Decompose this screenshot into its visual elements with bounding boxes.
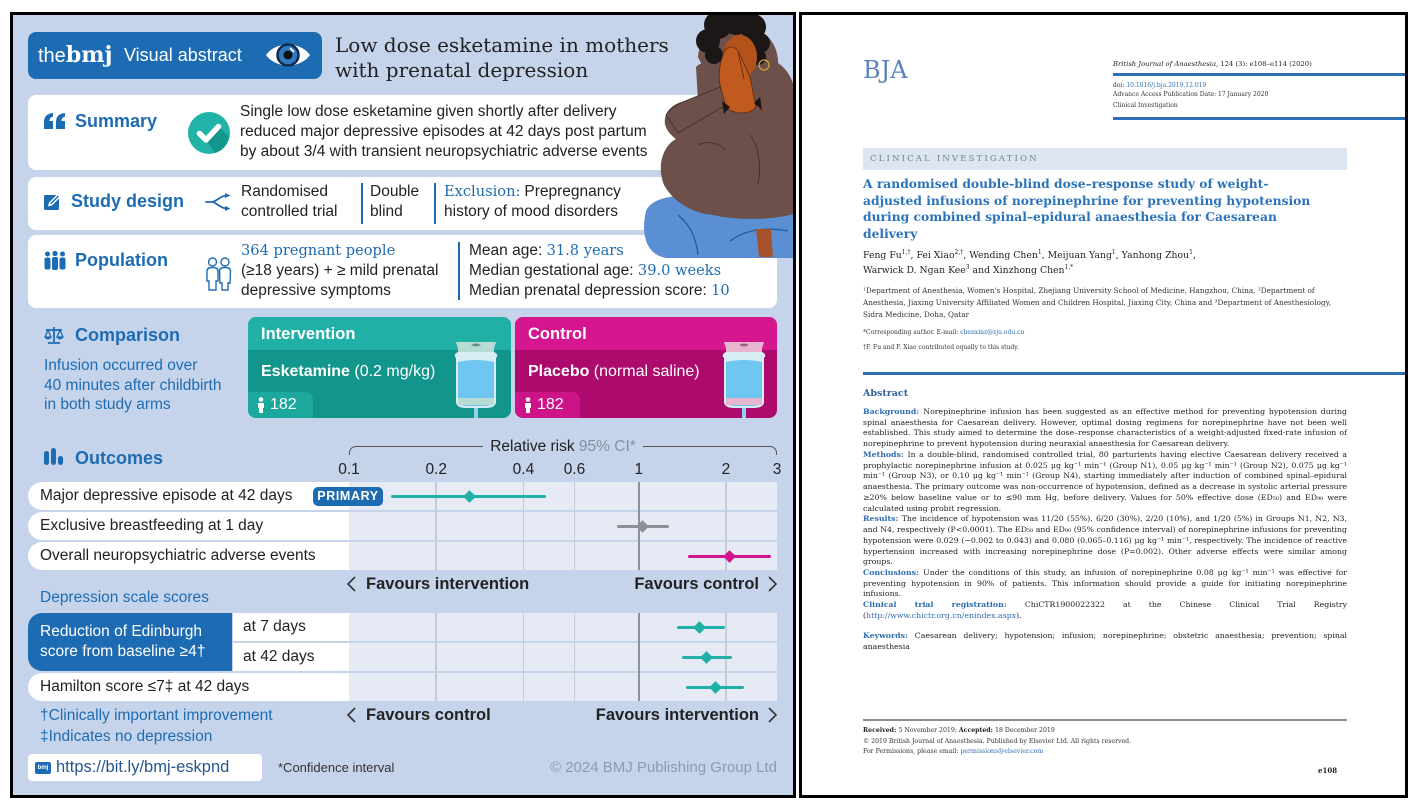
paper-title: [863, 176, 1310, 242]
visual-abstract-title: [335, 33, 669, 83]
comparison-heading: Comparison: [75, 325, 181, 345]
abstract-section-text: The incidence of hypotension was 11/20 (55%), 6/20 (30%), 2/20 (10%), and 1/20 (5%) in Groups N1, N2, N3, and N4, respectively (P<0.0001). The ED₅₀ and ED₉₀ (95% confidence interval) of norepinephrine infusions for preventing hypotension were 0.029 (−0.002 to 0.043) and 0.080 (0.065–0.116) μg kg⁻¹ min⁻¹, respectively. The incidence of reactive hypertension increased with increasing norepinephrine dose (P=0.002). Other adverse effects were similar among groups.: [863, 514, 1347, 567]
outcomes-forest-plot: [349, 482, 777, 570]
chevron-right-icon: [768, 576, 777, 592]
comparison-note: [44, 356, 221, 415]
received-accepted: [863, 726, 1055, 736]
footer-rule: [863, 719, 1347, 721]
chevron-left-icon: [347, 707, 356, 723]
page-number: e108: [1318, 766, 1338, 775]
point-estimate-marker: [709, 681, 722, 694]
x-tick-label: 0.2: [425, 461, 447, 478]
author-name: Feng Fu: [863, 250, 902, 261]
abstract-section-label: Clinical trial registration:: [863, 600, 1025, 610]
stat-label: Mean age:: [469, 242, 547, 259]
edinburgh-group-label: [28, 613, 232, 671]
grid-line: [523, 613, 525, 701]
corresponding-author: [863, 328, 1024, 338]
brand-the: the: [38, 45, 66, 67]
permissions: [863, 747, 1043, 757]
permissions-label: For Permissions, please email:: [863, 748, 961, 755]
author-name: Yanhong Zhou: [1121, 250, 1190, 261]
exclusion-line: [444, 182, 621, 202]
footnote: ‡Indicates no depression: [40, 728, 213, 745]
author-separator: ,: [910, 250, 917, 261]
advance-access-date: Advance Access Publication Date: 17 January 2020: [1113, 91, 1269, 98]
exclusion-label: Exclusion:: [444, 183, 521, 200]
favours-left-label: Favours intervention: [366, 574, 530, 593]
paper-page-panel: [799, 12, 1408, 798]
section-band: [863, 148, 1347, 170]
abstract-section-methods: [863, 450, 1347, 514]
section-band-label: CLINICAL INVESTIGATION: [870, 154, 1039, 164]
journal-name: British Journal of Anaesthesia: [1113, 60, 1217, 68]
point-estimate-marker: [463, 490, 476, 503]
design-blinding-line: blind: [370, 203, 403, 220]
author-list: [863, 248, 1196, 278]
author-line: [863, 248, 1196, 263]
author-name: Xinzhong Chen: [993, 265, 1065, 276]
journal-logo: BJA: [863, 56, 908, 84]
stat-depression-score: [469, 281, 730, 301]
people-group-icon: [44, 251, 66, 275]
comparison-note-line: Infusion occurred over: [44, 357, 198, 374]
outcome-label: Major depressive episode at 42 days: [40, 487, 293, 504]
summary-heading: Summary: [75, 111, 158, 131]
x-tick-label: 0.6: [563, 461, 586, 478]
point-estimate-marker: [693, 621, 706, 634]
author-affiliation-marker: 2,†: [954, 249, 964, 256]
keywords-text: Caesarean delivery; hypotension; infusion; norepinephrine; obstetric anaesthesia; prevention; spinal anaesthesia: [863, 631, 1347, 651]
population-count: 364 pregnant people: [241, 242, 396, 259]
drug-dose: (normal saline): [589, 363, 700, 380]
drug-dose: (0.2 mg/kg): [349, 363, 436, 380]
reference-line: [638, 613, 640, 701]
journal-citation: [1113, 59, 1312, 69]
bmj-visual-abstract-badge: [28, 32, 322, 79]
abstract-section-text: In a double-blind, randomised controlled trial, 80 parturients having elective Caesarean delivery received a prophylactic norepinephrine infusion at 0.025 μg kg⁻¹ min⁻¹ (Group N1), 0.05 μg kg⁻¹ min⁻¹ (Group N2), 0.075 μg kg⁻¹ min⁻¹ (Group N3), or 0.10 μg kg⁻¹ min⁻¹ (Group N4), starting immediately after induction of combined spinal–epidural anaesthesia. The primary outcome was non-occurrence of hypotension, defined as a decrease in systolic arterial pressure ≥20% below baseline value or to ≤90 mm Hg, before delivery. Values for 50% effective dose (ED₅₀) and ED₉₀ were calculated using probit regression.: [863, 449, 1347, 513]
favours-axis-depression: [347, 704, 777, 726]
population-line: (≥18 years) + ≥ mild prenatal: [241, 262, 439, 279]
randomisation-branch-icon: [205, 193, 233, 216]
favours-right-label: Favours control: [634, 574, 759, 593]
summary-line: reduced major depressive episodes at 42 days post partum: [240, 123, 647, 140]
received-date: 5 November 2019: [898, 727, 955, 734]
author-affiliation-marker: 3: [965, 264, 970, 271]
brand-bmj: bmj: [65, 42, 113, 68]
paper-title-line: delivery: [863, 225, 918, 241]
abstract-section-text-end: ).: [1016, 610, 1022, 620]
x-tick-label: 0.1: [338, 461, 360, 478]
article-link[interactable]: [28, 754, 262, 781]
favours-left-label: Favours control: [366, 705, 491, 724]
divider: [434, 183, 436, 224]
article-url[interactable]: https://bit.ly/bmj-eskpnd: [56, 758, 230, 776]
design-type: [241, 182, 338, 222]
design-type-line: controlled trial: [241, 203, 338, 220]
person-icon: [257, 397, 265, 413]
date-separator: ;: [954, 727, 959, 734]
corresponding-email[interactable]: chenxinz@zju.edu.cn: [960, 329, 1025, 336]
stat-value: 39.0 weeks: [637, 262, 722, 279]
header-rule: [1113, 117, 1405, 120]
corresponding-label: *Corresponding author. E-mail:: [863, 329, 961, 336]
divider: [458, 242, 460, 300]
check-circle-icon: [187, 111, 231, 160]
comparison-note-line: 40 minutes after childbirth: [44, 376, 222, 394]
title-line: Low dose esketamine in mothers: [335, 33, 669, 57]
intervention-drug: [261, 361, 435, 383]
control-arm-card: [515, 317, 777, 418]
intervention-title: Intervention: [261, 325, 356, 343]
x-axis-tick-labels: [338, 459, 782, 481]
outcome-row-label: [28, 512, 349, 540]
author-separator: ,: [1192, 250, 1196, 261]
design-blinding: [370, 182, 419, 222]
author-separator: ,: [963, 250, 970, 261]
received-label: Received:: [863, 727, 899, 734]
author-separator: ,: [1041, 250, 1048, 261]
header-rule: [1113, 73, 1405, 76]
abstract-section-clinical-trial-registration: [863, 600, 1347, 621]
abstract-section-background: [863, 407, 1347, 450]
outcome-label: Hamilton score ≤7‡ at 42 days: [40, 678, 250, 695]
control-drug: [528, 361, 700, 383]
author-name: Wending Chen: [969, 250, 1038, 261]
accepted-label: Accepted:: [958, 727, 996, 734]
axis-label: Relative risk: [490, 438, 575, 455]
depression-scale-heading: Depression scale scores: [40, 589, 209, 606]
abstract-body: [863, 407, 1347, 653]
depression-scale-forest-plot: [349, 613, 777, 701]
abstract-section-conclusions: [863, 568, 1347, 600]
outcome-row-label: [28, 542, 349, 570]
author-affiliation-marker: 1: [1189, 249, 1193, 256]
title-line: with prenatal depression: [335, 58, 589, 82]
chevron-right-icon: [768, 707, 777, 723]
paper-title-line: A randomised double-blind dose–response study of weight-: [863, 176, 1269, 191]
abstract-section-label: Methods:: [863, 449, 908, 459]
timepoint-label: at 7 days: [233, 613, 349, 641]
chevron-left-icon: [347, 576, 356, 592]
grid-line: [435, 613, 437, 701]
design-blinding-line: Double: [370, 183, 420, 200]
author-separator: and: [969, 265, 993, 276]
intervention-arm-card: [248, 317, 511, 418]
footnote: †Clinically important improvement: [40, 707, 273, 724]
visual-abstract-label: Visual abstract: [124, 45, 242, 65]
keywords-label: Keywords:: [863, 631, 915, 641]
author-line: [863, 263, 1196, 278]
point-estimate-marker: [700, 651, 713, 664]
group-label-line: Reduction of Edinburgh: [40, 623, 203, 640]
paper-copyright: © 2019 British Journal of Anaesthesia. Published by Elsevier Ltd. All rights reserved.: [863, 738, 1132, 745]
participant-count: 182: [537, 396, 564, 413]
axis-title: [349, 436, 777, 458]
stat-gestational-age: [469, 261, 730, 281]
author-name: Meijuan Yang: [1047, 250, 1112, 261]
doi-link[interactable]: 10.1016/j.bja.2019.12.019: [1126, 82, 1207, 89]
paper-title-line: adjusted infusions of norepinephrine for preventing hypotension: [863, 192, 1311, 208]
abstract-section-label: Background:: [863, 407, 924, 416]
abstract-rule: [863, 372, 1405, 375]
study-design-heading: Study design: [71, 191, 185, 211]
favours-left: [347, 706, 491, 725]
citation: , 124 (3): e108–e114 (2020): [1216, 60, 1312, 68]
stat-value: 10: [711, 282, 730, 299]
keywords: [863, 631, 1347, 652]
population-line: depressive symptoms: [241, 282, 391, 299]
paper-title-line: during combined spinal–epidural anaesthesia for Caesarean: [863, 209, 1277, 224]
author-affiliation-marker: 1,*: [1064, 264, 1074, 271]
outcome-label: Exclusive breastfeeding at 1 day: [40, 517, 264, 534]
favours-right: [634, 575, 777, 594]
bmj-logo-icon: bmj: [35, 762, 51, 774]
abstract-heading: Abstract: [863, 388, 909, 399]
visual-abstract-panel: [10, 12, 796, 798]
edit-icon: [44, 192, 63, 216]
author-name: Fei Xiao: [916, 250, 955, 261]
abstract-section-text: Under the conditions of this study, an infusion of norepinephrine 0.08 μg kg⁻¹ min⁻¹ was effective for preventing hypotension in 90% of patients. This information should provide a guide for initiating norepinephrine infusions.: [863, 568, 1348, 599]
control-title: Control: [528, 325, 587, 343]
drug-name: Esketamine: [261, 363, 350, 380]
summary-line: by about 3/4 with transient neuropsychiatric adverse events: [240, 143, 648, 160]
author-name: Warwick D. Ngan Kee: [863, 265, 966, 276]
x-tick-label: 1: [634, 461, 644, 478]
scales-icon: [44, 326, 64, 349]
stat-label: Median gestational age:: [469, 262, 638, 279]
permissions-email[interactable]: permissions@elsevier.com: [960, 748, 1044, 755]
article-type: Clinical Investigation: [1113, 102, 1178, 109]
timepoint-label: at 42 days: [233, 643, 349, 671]
axis-label-note: 95% CI*: [578, 438, 636, 455]
accepted-date: 18 December 2019: [995, 727, 1055, 734]
eye-icon: [264, 40, 312, 70]
grid-line: [574, 482, 576, 570]
quote-icon: [44, 113, 66, 134]
footnotes: [40, 705, 273, 747]
intervention-count: [248, 392, 313, 418]
population-description: [241, 241, 439, 301]
stat-label: Median prenatal depression score:: [469, 282, 712, 299]
favours-right-label: Favours intervention: [595, 705, 759, 724]
participant-count: 182: [270, 396, 297, 413]
divider: [361, 183, 363, 224]
copyright: © 2024 BMJ Publishing Group Ltd: [549, 759, 777, 776]
doi-label: doi:: [1113, 82, 1127, 89]
author-separator: ,: [1115, 250, 1122, 261]
abstract-section-text: ChiCTR1900022322 at the Chinese Clinical Trial Registry (: [863, 600, 1347, 620]
population-heading: Population: [75, 250, 168, 270]
design-exclusion: [444, 182, 621, 222]
bar-chart-icon: [44, 448, 64, 470]
summary-text: [240, 102, 648, 162]
primary-badge: PRIMARY: [313, 487, 383, 506]
affiliations: ¹Department of Anesthesia, Women's Hospital, Zhejiang University School of Medicine, Hangzhou, China, ²Department of Anesthesia, Jiaxing University Affiliated Women and Children Hospital, Jiaxing City, China and ³Department of Anesthesiology, Sidra Medicine, Doha, Qatar: [863, 286, 1332, 319]
confidence-interval-note: *Confidence interval: [278, 760, 395, 775]
person-icon: [524, 397, 532, 413]
grid-line: [574, 613, 576, 701]
exclusion-text: Prepregnancy: [524, 183, 621, 200]
outcome-row-label: [28, 482, 379, 510]
summary-line: Single low dose esketamine given shortly after delivery: [240, 103, 617, 120]
bmj-logo: [38, 41, 112, 72]
control-count: [515, 392, 580, 418]
group-label-line: score from baseline ≥4†: [40, 643, 206, 660]
two-people-icon: [206, 257, 232, 296]
iv-bag-icon: [720, 340, 768, 418]
exclusion-line: history of mood disorders: [444, 203, 619, 220]
abstract-section-label: Conclusions:: [863, 568, 924, 578]
x-tick-label: 0.4: [512, 461, 535, 478]
design-type-line: Randomised: [241, 183, 329, 200]
outcome-label: Overall neuropsychiatric adverse events: [40, 547, 316, 564]
author-affiliation-marker: 1: [1037, 249, 1042, 256]
drug-name: Placebo: [528, 363, 590, 380]
trial-registry-link[interactable]: http://www.chictr.org.cn/enindex.aspx: [866, 610, 1017, 620]
x-tick-label: 3: [772, 461, 782, 478]
favours-left: [347, 575, 529, 594]
author-affiliation-marker: 1: [1111, 249, 1116, 256]
x-tick-label: 2: [721, 461, 731, 478]
stat-value: 31.8 years: [546, 242, 624, 259]
outcomes-heading: Outcomes: [75, 448, 164, 468]
abstract-section-text: Norepinephrine infusion has been suggested as an effective method for preventing hypotension during spinal anaesthesia for Caesarean delivery. However, optimal dosing regimens for norepinephrine have not been well established. This study aimed to determine the dose–response characteristics of a weight-adjusted fixed-rate infusion of norepinephrine to prevent hypotension during neuraxial anaesthesia for Caesarean delivery.: [863, 407, 1347, 449]
pregnant-woman-illustration: [638, 15, 796, 258]
iv-bag-icon: [452, 340, 500, 418]
favours-axis-outcomes: [347, 573, 777, 595]
comparison-note-line: in both study arms: [44, 396, 171, 414]
abstract-section-results: [863, 514, 1347, 568]
abstract-section-label: Results:: [863, 514, 902, 524]
axis-title-inner: [483, 438, 643, 455]
favours-right: [596, 706, 777, 725]
author-affiliation-marker: 1,†: [901, 249, 911, 256]
outcome-row-label: [28, 673, 349, 701]
equal-contribution-note: †F. Fu and F. Xiao contributed equally to this study.: [863, 344, 1019, 351]
